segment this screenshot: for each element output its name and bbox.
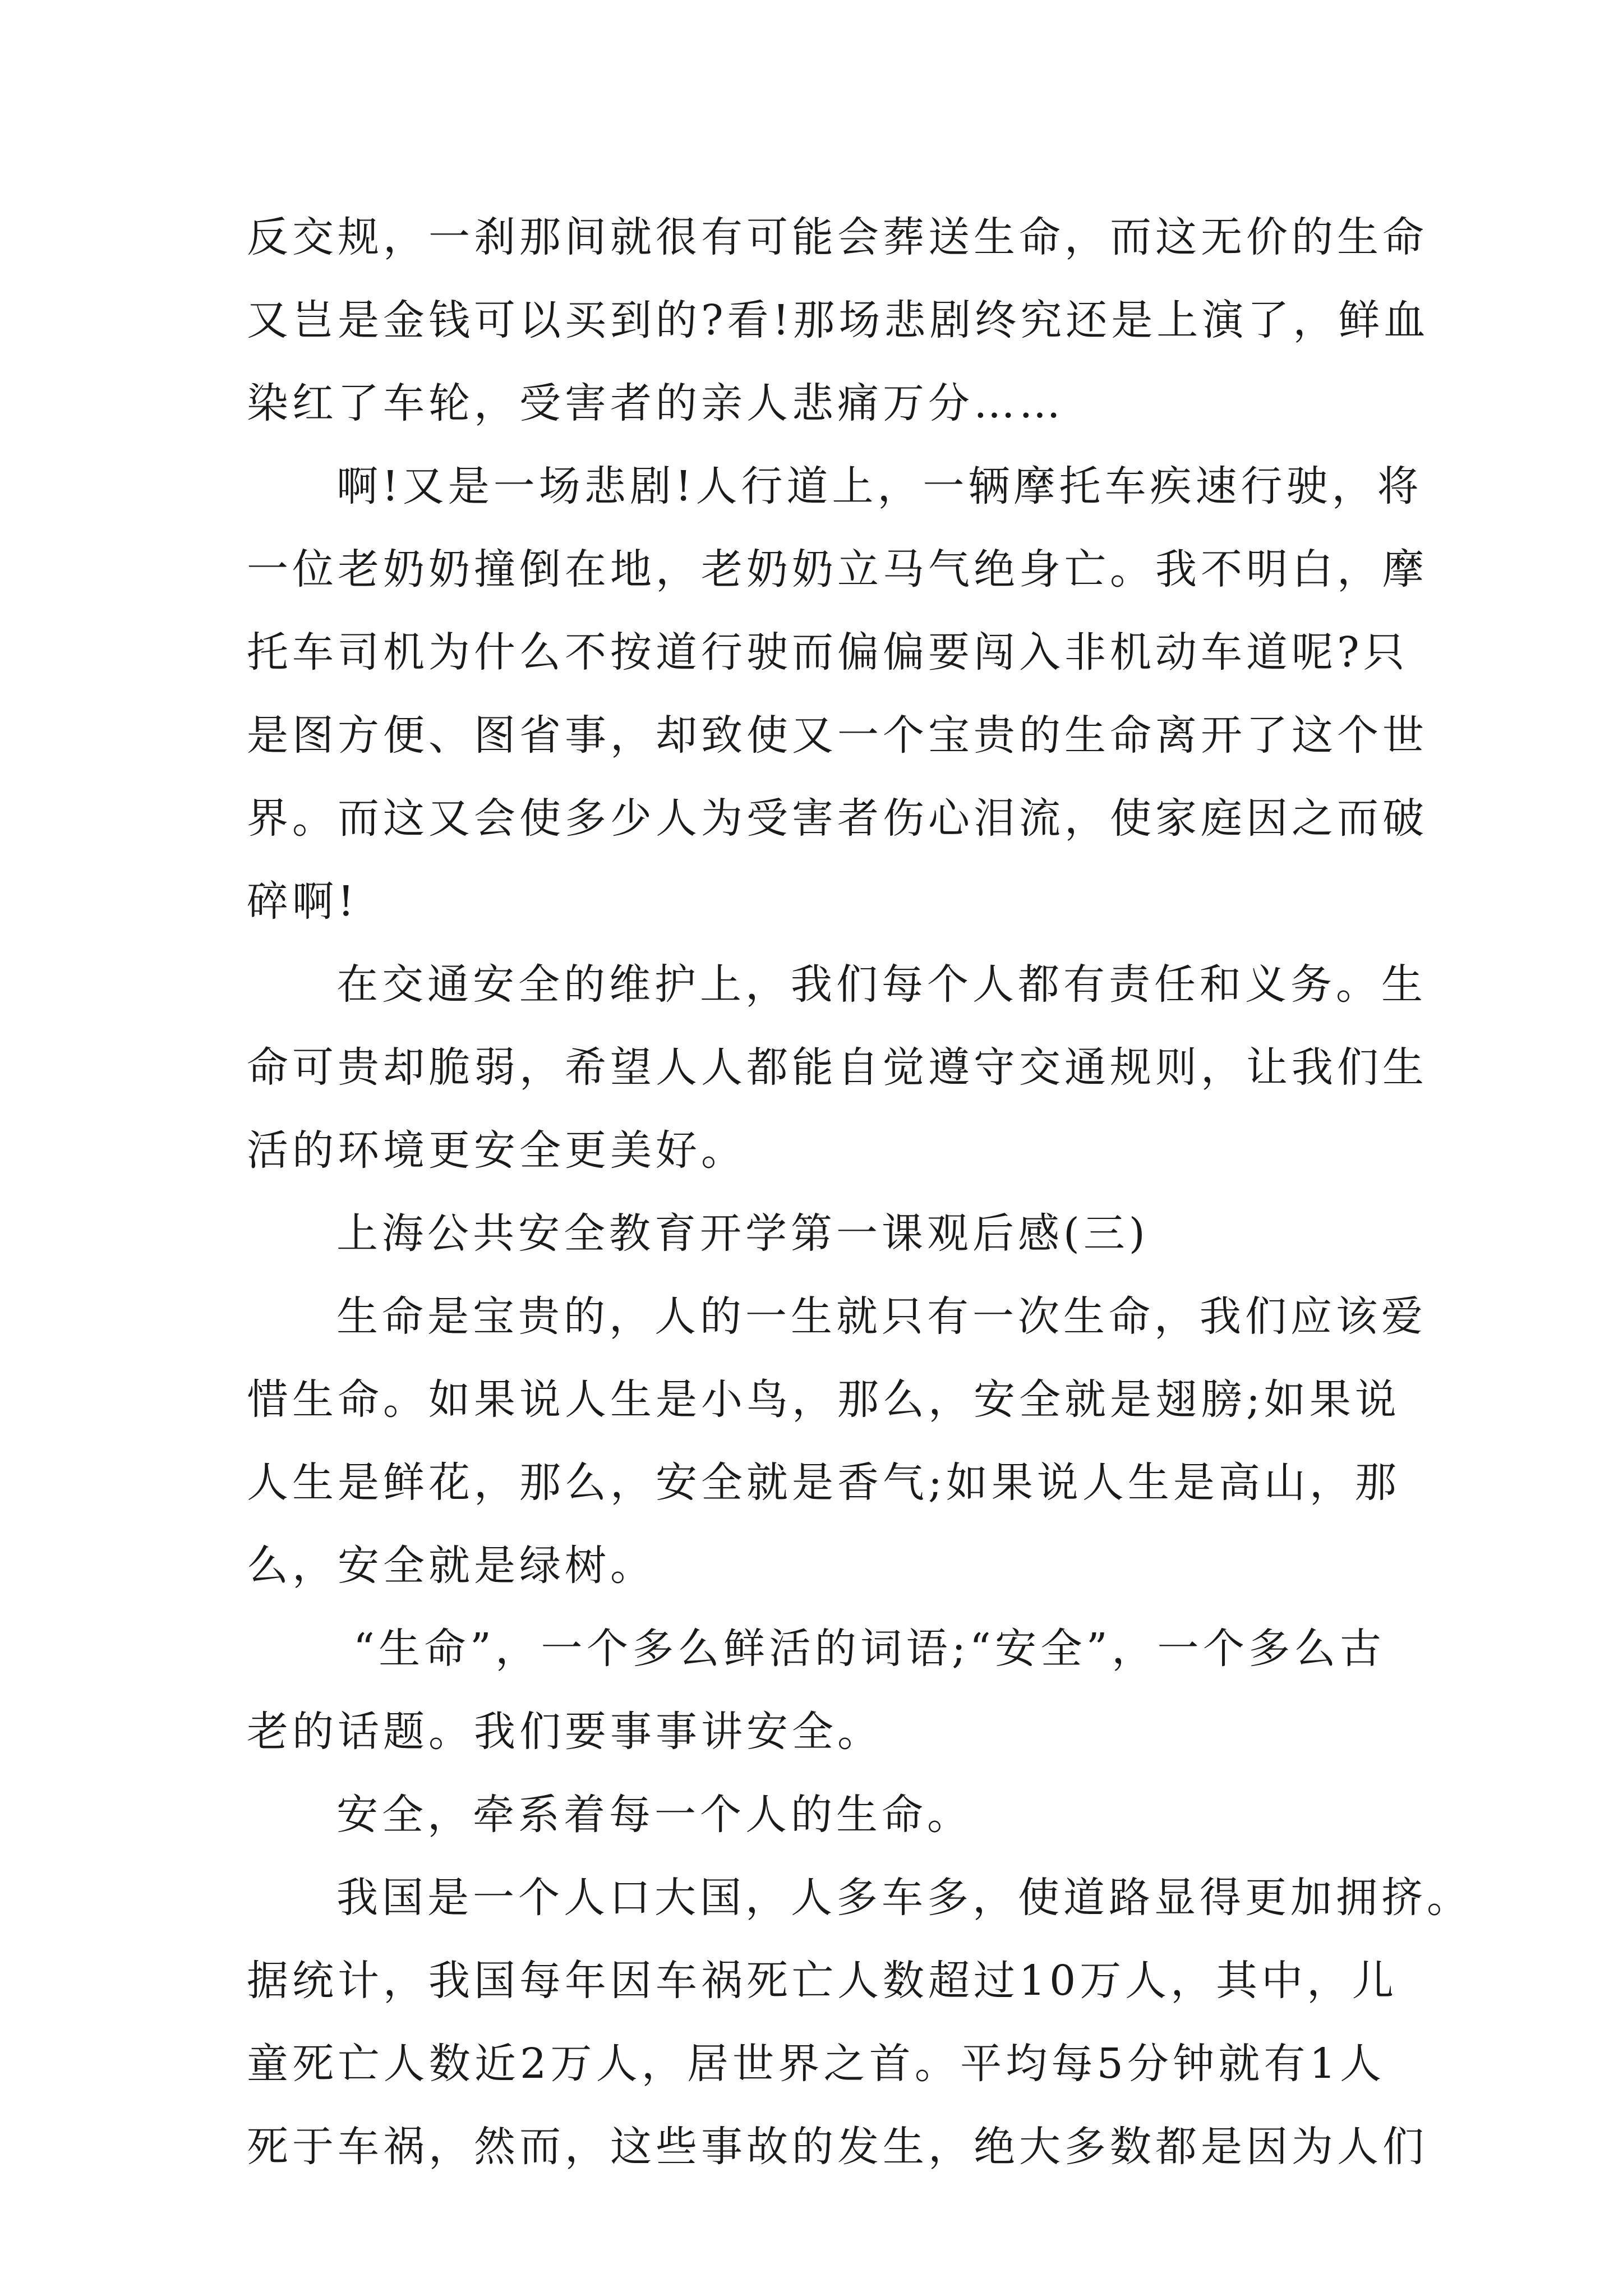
- paragraph-start-line: 啊!又是一场悲剧!人行道上，一辆摩托车疾速行驶，将: [336, 462, 1423, 510]
- text-line: 惜生命。如果说人生是小鸟，那么，安全就是翅膀;如果说: [247, 1375, 1400, 1424]
- paragraph-start-line: 我国是一个人口大国，人多车多，使道路显得更加拥挤。: [336, 1874, 1472, 1922]
- text-line: 死于车祸，然而，这些事故的发生，绝大多数都是因为人们: [247, 2123, 1428, 2171]
- paragraph-start-line: 在交通安全的维护上，我们每个人都有责任和义务。生: [336, 960, 1427, 1009]
- paragraph-start-line: 安全，牵系着每一个人的生命。: [336, 1791, 972, 1839]
- text-line: 人生是鲜花，那么，安全就是香气;如果说人生是高山，那: [247, 1458, 1400, 1507]
- text-line: 染红了车轮，受害者的亲人悲痛万分……: [247, 379, 1064, 427]
- text-line: 老的话题。我们要事事讲安全。: [247, 1708, 883, 1756]
- section-heading: 上海公共安全教育开学第一课观后感(三): [336, 1209, 1149, 1258]
- text-line: 么，安全就是绿树。: [247, 1542, 656, 1590]
- text-line: 活的环境更安全更美好。: [247, 1126, 746, 1175]
- text-line: 是图方便、图省事，却致使又一个宝贵的生命离开了这个世: [247, 711, 1428, 760]
- text-line: 命可贵却脆弱，希望人人都能自觉遵守交通规则，让我们生: [247, 1043, 1428, 1092]
- text-line: 界。而这又会使多少人为受害者伤心泪流，使家庭因之而破: [247, 794, 1428, 843]
- text-line: 托车司机为什么不按道行驶而偏偏要闯入非机动车道呢?只: [247, 628, 1409, 677]
- text-line: 童死亡人数近2万人，居世界之首。平均每5分钟就有1人: [247, 2040, 1385, 2088]
- text-line: 一位老奶奶撞倒在地，老奶奶立马气绝身亡。我不明白，摩: [247, 545, 1428, 593]
- text-line: 反交规，一刹那间就很有可能会葬送生命，而这无价的生命: [247, 213, 1428, 261]
- text-line: 据统计，我国每年因车祸死亡人数超过10万人，其中，儿: [247, 1957, 1398, 2005]
- paragraph-start-line: 生命是宝贵的，人的一生就只有一次生命，我们应该爱: [336, 1292, 1427, 1341]
- text-line: 碎啊!: [247, 877, 358, 926]
- text-line: 又岂是金钱可以买到的?看!那场悲剧终究还是上演了，鲜血: [247, 296, 1430, 344]
- paragraph-start-line: “生命”，一个多么鲜活的词语;“安全”，一个多么古: [353, 1625, 1385, 1673]
